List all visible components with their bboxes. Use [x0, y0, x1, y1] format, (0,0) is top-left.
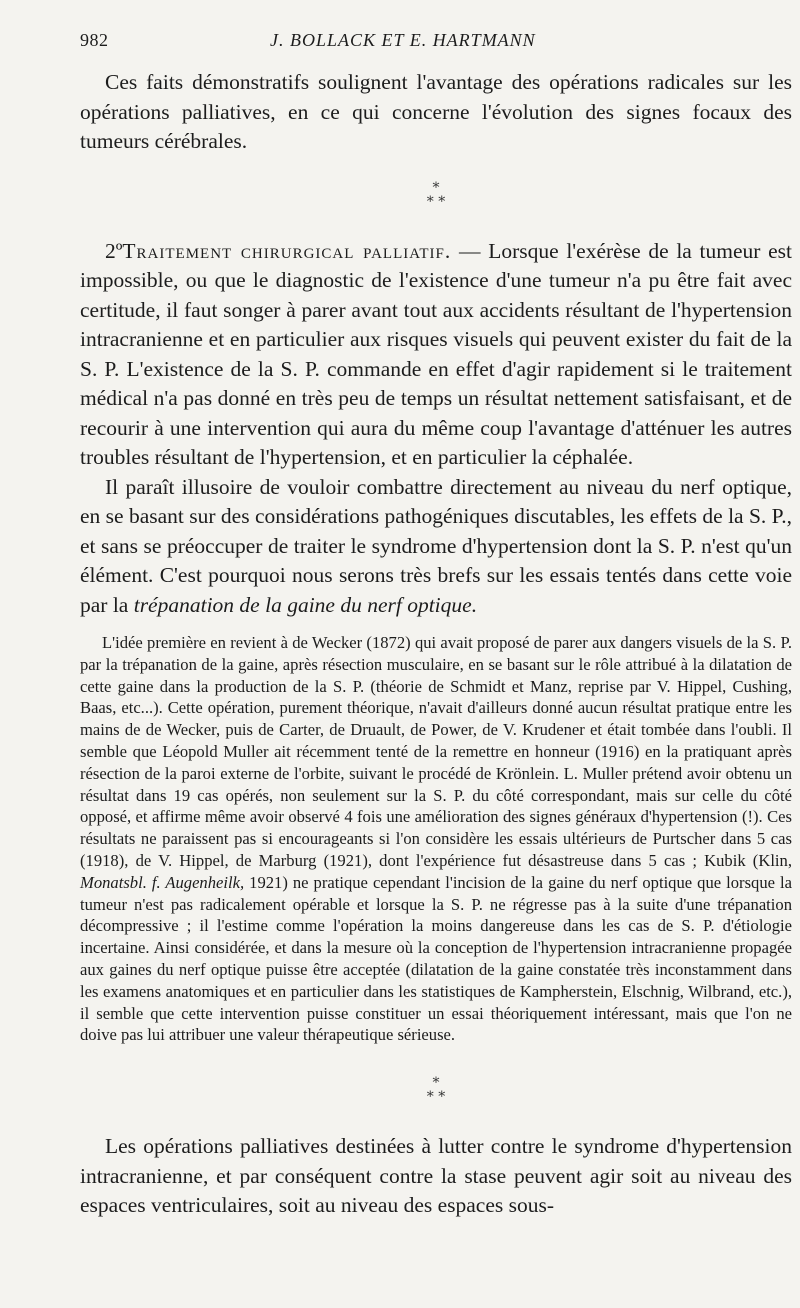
section-number: 2º	[105, 238, 123, 263]
paragraph-palliative-operations: Les opérations palliatives destinées à lutter contre le syndrome d'hypertension intracranienne, et par conséquent contre la stase peuvent agir soit au niveau des espaces ventriculaires, soit au niveau des espaces sous-	[80, 1134, 792, 1218]
asterism-bottom-2: * *	[426, 1089, 446, 1106]
asterism-bottom: * *	[426, 193, 446, 210]
paragraph-optic-nerve-italic: trépanation de la gaine du nerf optique.	[133, 592, 478, 617]
page-number: 982	[80, 30, 109, 50]
running-head-authors: J. BOLLACK ET E. HARTMANN	[270, 30, 536, 50]
asterism-top: *	[432, 179, 440, 196]
section-palliative-treatment	[80, 237, 792, 473]
paragraph-optic-nerve-text: Il paraît illusoire de vouloir combattre directement au niveau du nerf optique, en se basant sur des considérations pathogéniques discutables, les effets de la S. P., et sans se préoccuper de traiter le syndrome d'hypertension dont la S. P. n'est qu'un élément. C'est pourquoi nous serons très brefs sur les essais tentés dans cette voie par la	[80, 474, 792, 617]
note-journal-title: Monatsbl. f. Augenheilk,	[80, 872, 245, 892]
small-print-note	[80, 632, 792, 1046]
section-dash: —	[451, 238, 489, 263]
asterism-separator	[80, 181, 792, 209]
paragraph-optic-nerve	[80, 473, 792, 621]
asterism-top-2: *	[432, 1075, 440, 1092]
note-text-part2: 1921) ne pratique cependant l'incision de la gaine du nerf optique que lorsque la tumeur n'est pas radicalement opérable et lorsque la S. P. ne régresse pas à la suite d'une trépanation décompressive ; il l'estime comme l'opération la moins dangereuse dans les cas de S. P. d'étiologie incertaine. Ainsi considérée, et dans la mesure où la conception de l'hypertension intracranienne propagée aux gaines du nerf optique puisse être acceptée (dilatation de la gaine constatée très inconstamment dans les examens anatomiques et en particulier dans les statistiques de Kampherstein, Elschnig, Wilbrand, etc.), il semble que cette intervention puisse constituer un essai théoriquement intéressant, mais que l'on ne doive pas lui attribuer une valeur thérapeutique sérieuse.	[80, 872, 792, 1045]
asterism-separator-2	[80, 1076, 792, 1104]
section-heading: Traitement chirurgical palliatif.	[122, 238, 452, 263]
note-text-part1: L'idée première en revient à de Wecker (1872) qui avait proposé de parer aux dangers visuels de la S. P. par la trépanation de la gaine, après résection musculaire, en se basant sur le rôle attribué à la dilatation de cette gaine dans la production de la S. P. (théorie de Schmidt et Manz, reprise par V. Hippel, Cushing, Baas, etc...). Cette opération, purement théorique, n'avait d'ailleurs donné aucun résultat pratique entre les mains de de Wecker, puis de Carter, de Druault, de Power, de V. Krudener et était tombée dans l'oubli. Il semble que Léopold Muller ait récemment tenté de la remettre en honneur (1916) en la pratiquant après résection de la paroi externe de l'orbite, suivant le procédé de Krönlein. L. Muller prétend avoir obtenu un résultat dans 19 cas opérés, non seulement sur la S. P. du côté correspondant, mais sur celle du côté opposé, et affirme même avoir observé 4 fois une amélioration des signes généraux d'hypertension (!). Ces résultats ne paraissent pas si encourageants si l'on considère les essais ultérieurs de Purtscher dans 5 cas (1918), de V. Hippel, de Marburg (1921), dont l'expérience fut désastreuse dans 5 cas ; Kubik (Klin,	[80, 633, 792, 870]
section-text: Lorsque l'exérèse de la tumeur est impossible, ou que le diagnostic de l'existence d'une tumeur n'a pu être fait avec certitude, il faut songer à parer avant tout aux accidents résultant de l'hypertension intracranienne et en particulier aux risques visuels qui peuvent exister du fait de la S. P. L'existence de la S. P. commande en effet d'agir rapidement si le traitement médical n'a pas donné en très peu de temps un résultat nettement satisfaisant, et de recourir à une intervention qui aura du même coup l'avantage d'atténuer les autres troubles résultant de l'hypertension, et en particulier la céphalée.	[80, 238, 793, 469]
paragraph-conclusion: Ces faits démonstratifs soulignent l'avantage des opérations radicales sur les opérations palliatives, en ce qui concerne l'évolution des signes focaux des tumeurs cérébrales.	[80, 70, 792, 153]
running-head	[80, 30, 792, 56]
